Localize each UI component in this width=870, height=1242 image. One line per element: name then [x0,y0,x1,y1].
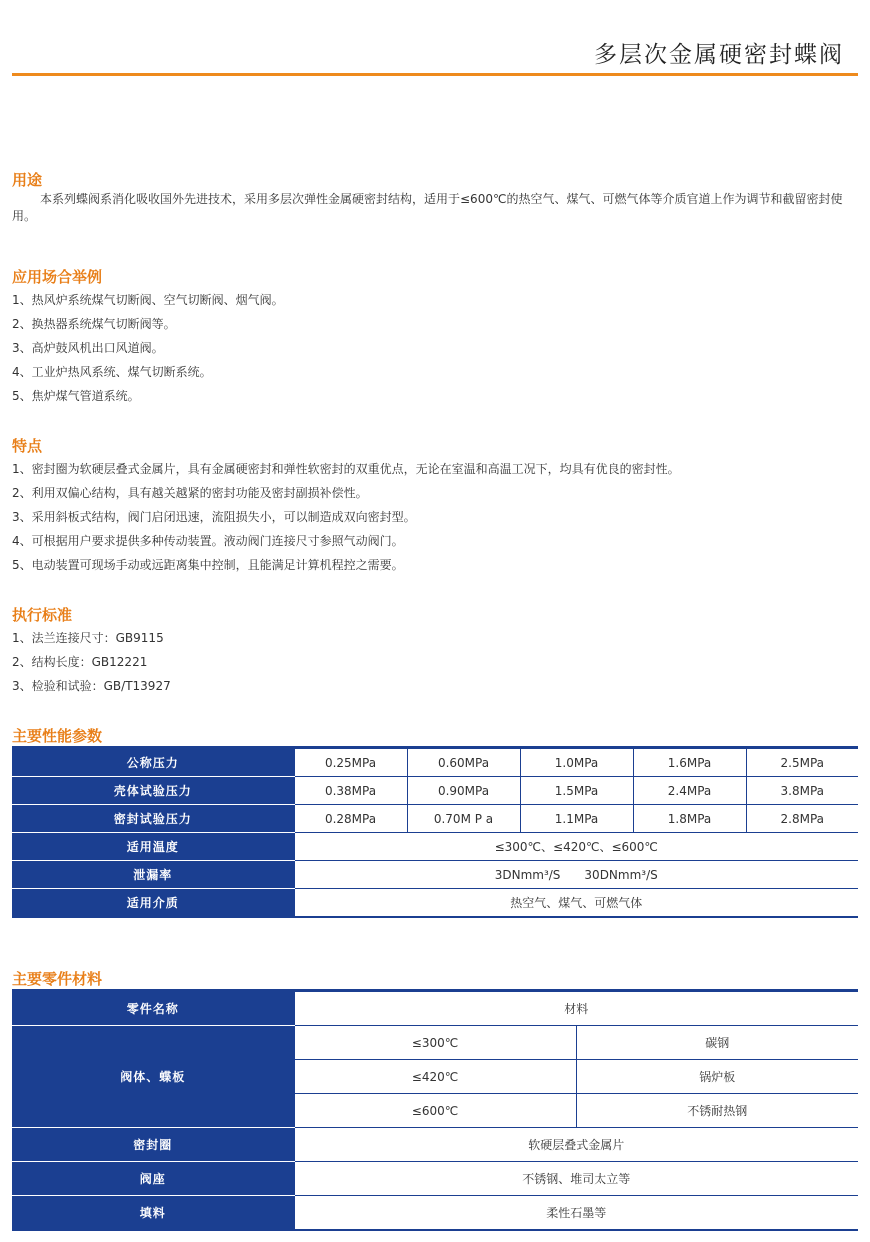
table-cell: 2.5MPa [746,748,858,777]
list-item: 1、密封圈为软硬层叠式金属片，具有金属硬密封和弹性软密封的双重优点，无论在室温和高温工况下，均具有优良的密封性。 [12,462,680,476]
table-cell: 1.0MPa [520,748,633,777]
list-item: 4、工业炉热风系统、煤气切断系统。 [12,365,212,379]
applications-list [12,288,858,408]
usage-section [12,171,858,225]
list-item: 2、利用双偏心结构，具有越关越紧的密封功能及密封副损补偿性。 [12,486,368,500]
features-list [12,457,858,577]
table-cell: 热空气、煤气、可燃气体 [294,889,858,918]
table-cell: 2.4MPa [633,777,746,805]
performance-section [12,727,858,745]
table-cell: 0.90MPa [407,777,520,805]
table-row [12,833,858,861]
list-item: 5、电动装置可现场手动或远距离集中控制，且能满足计算机程控之需要。 [12,558,404,572]
header-material: 材料 [294,991,858,1026]
table-cell: 2.8MPa [746,805,858,833]
table-cell: 3.8MPa [746,777,858,805]
standards-section [12,606,858,698]
row-label-seal-ring: 密封圈 [12,1128,294,1162]
table-cell: 柔性石墨等 [294,1196,858,1231]
table-row [12,1128,858,1162]
row-label-body-disc: 阀体、蝶板 [12,1026,294,1128]
row-label-seal-test-pressure: 密封试验压力 [12,805,294,833]
performance-table [12,746,858,918]
title-divider [12,73,858,76]
table-cell: 3DNmm³/S 30DNmm³/S [294,861,858,889]
table-row [12,805,858,833]
table-cell: 软硬层叠式金属片 [294,1128,858,1162]
table-row [12,777,858,805]
table-cell: 1.5MPa [520,777,633,805]
table-cell: 碳钢 [576,1026,858,1060]
table-row [12,889,858,918]
list-item: 2、换热器系统煤气切断阀等。 [12,317,176,331]
table-cell: ≤420℃ [294,1060,576,1094]
row-label-leakage: 泄漏率 [12,861,294,889]
table-cell: 0.70M P a [407,805,520,833]
row-label-shell-test-pressure: 壳体试验压力 [12,777,294,805]
table-cell: 0.38MPa [294,777,407,805]
performance-heading: 主要性能参数 [12,727,103,745]
page-title: 多层次金属硬密封蝶阀 [594,42,844,68]
header-part-name: 零件名称 [12,991,294,1026]
list-item: 5、焦炉煤气管道系统。 [12,389,140,403]
materials-table [12,989,858,1231]
row-label-medium: 适用介质 [12,889,294,918]
table-row [12,861,858,889]
features-heading: 特点 [12,437,43,455]
standards-list [12,626,858,698]
table-cell: 不锈耐热钢 [576,1094,858,1128]
row-label-packing: 填料 [12,1196,294,1231]
table-cell: ≤300℃、≤420℃、≤600℃ [294,833,858,861]
list-item: 3、采用斜板式结构，阀门启闭迅速，流阻损失小，可以制造成双向密封型。 [12,510,416,524]
applications-section [12,268,858,408]
list-item: 2、结构长度：GB12221 [12,655,148,669]
list-item: 3、高炉鼓风机出口风道阀。 [12,341,164,355]
table-cell: ≤300℃ [294,1026,576,1060]
table-row [12,1162,858,1196]
usage-text: 本系列蝶阀系消化吸收国外先进技术，采用多层次弹性金属硬密封结构，适用于≤600℃的热空气、煤气、可燃气体等介质官道上作为调节和截留密封使用。 [12,192,843,223]
table-cell: 0.28MPa [294,805,407,833]
list-item: 4、可根据用户要求提供多种传动装置。液动阀门连接尺寸参照气动阀门。 [12,534,404,548]
table-cell: 0.25MPa [294,748,407,777]
table-row [12,1026,858,1060]
table-cell: 不锈钢、堆司太立等 [294,1162,858,1196]
materials-section [12,970,858,988]
row-label-seat: 阀座 [12,1162,294,1196]
table-cell: 1.1MPa [520,805,633,833]
list-item: 1、法兰连接尺寸：GB9115 [12,631,164,645]
table-row [12,748,858,777]
standards-heading: 执行标准 [12,606,73,624]
table-cell: 0.60MPa [407,748,520,777]
table-cell: 1.6MPa [633,748,746,777]
usage-heading: 用途 [12,171,43,189]
features-section [12,437,858,577]
list-item: 1、热风炉系统煤气切断阀、空气切断阀、烟气阀。 [12,293,284,307]
table-cell: 1.8MPa [633,805,746,833]
row-label-temperature: 适用温度 [12,833,294,861]
table-row [12,991,858,1026]
row-label-nominal-pressure: 公称压力 [12,748,294,777]
materials-heading: 主要零件材料 [12,970,103,988]
list-item: 3、检验和试验：GB/T13927 [12,679,171,693]
table-cell: 锅炉板 [576,1060,858,1094]
table-cell: ≤600℃ [294,1094,576,1128]
table-row [12,1196,858,1231]
applications-heading: 应用场合举例 [12,268,103,286]
